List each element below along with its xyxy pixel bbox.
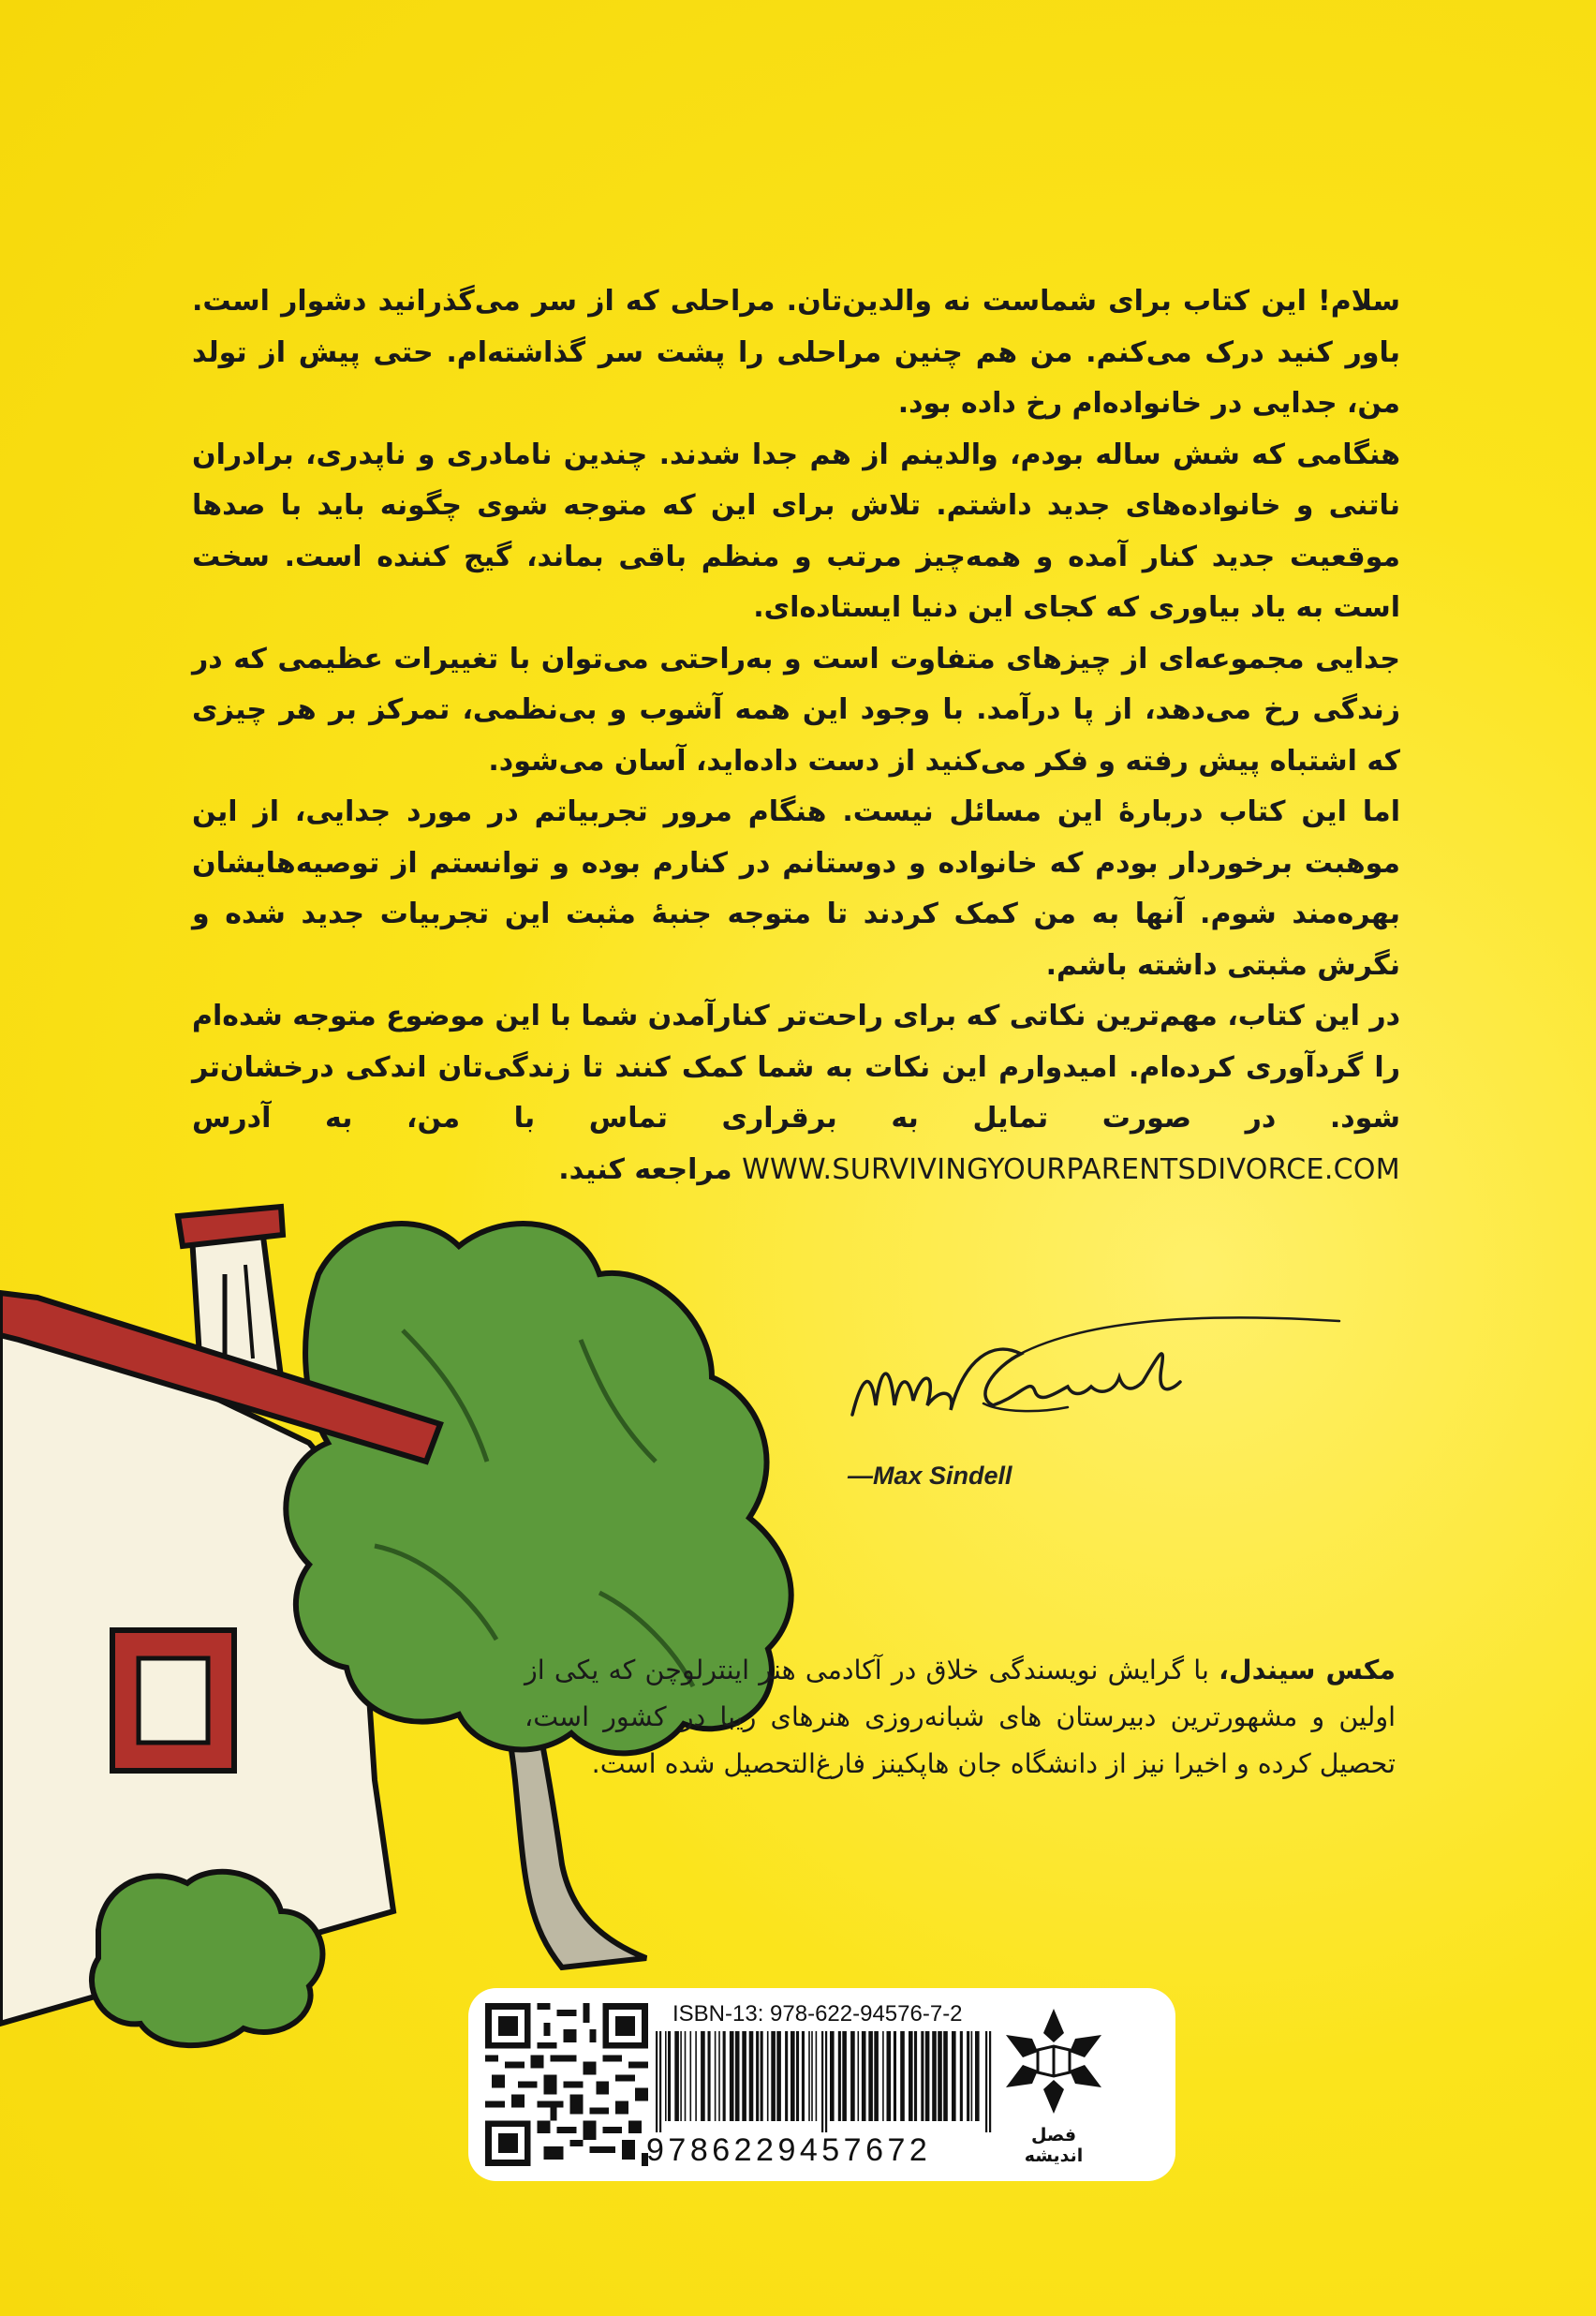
barcode-bar bbox=[802, 2031, 805, 2121]
barcode-guard-bar bbox=[656, 2031, 658, 2132]
author-name: مکس سیندل، bbox=[1219, 1655, 1396, 1685]
barcode-guard-bar bbox=[821, 2031, 823, 2132]
author-bio-text: با گرایش نویسندگی خلاق در آکادمی هنر اینترلوچن که یکی از اولین و مشهورترین دبیرستان های شبانه‌روزی هنرهای زیبا در کشور است، تحصیل کرده و اخیرا نیز از دانشگاه جان هاپکینز فارغ‌التحصیل شده است. bbox=[525, 1655, 1396, 1779]
intro-paragraph-start: در این کتاب، مهم‌ترین نکاتی که برای راحت‌تر کنارآمدن شما با این موضوع متوجه شده‌ام را گردآوری کرده‌ام. امیدوارم این نکات به شما کمک کنند تا زندگی‌تان اندکی درخشان‌تر شود. در صورت تمایل به برقراری تماس با من، به آدرس bbox=[192, 1000, 1400, 1135]
barcode-bar bbox=[816, 2031, 818, 2121]
intro-paragraph: هنگامی که شش ساله بودم، والدینم از هم جدا شدند. چندین نامادری و ناپدری، برادران ناتنی و خانواده‌های جدید داشتم. تلاش برای این که متوجه شوی چگونه باید با صدها موقعیت جدید کنار آمده و همه‌چیز مرتب و منظم باقی بماند، گیج کننده است. سخت است به یاد بیاوری که کجای این دنیا ایستاده‌ای. bbox=[192, 438, 1400, 624]
barcode-bar bbox=[900, 2031, 905, 2121]
barcode-bar bbox=[842, 2031, 847, 2121]
barcode-bar bbox=[685, 2031, 687, 2121]
barcode-bar bbox=[952, 2031, 956, 2121]
publisher-name: فصل اندیشه bbox=[1024, 2125, 1084, 2166]
barcode-bar bbox=[749, 2031, 754, 2121]
barcode-guard-bar bbox=[989, 2031, 991, 2132]
barcode-bar bbox=[858, 2031, 860, 2121]
window bbox=[112, 1630, 234, 1771]
barcode-bar bbox=[830, 2031, 835, 2121]
barcode-bar bbox=[943, 2031, 948, 2121]
barcode-bar bbox=[730, 2031, 734, 2121]
barcode-bar bbox=[862, 2031, 866, 2121]
intro-paragraph: جدایی مجموعه‌ای از چیزهای متفاوت است و به‌راحتی می‌توان با تغییرات عظیمی که در زندگی رخ می‌دهد، از پا درآمد. با وجود این همه آشوب و بی‌نظمی، تمرکز بر هر چیزی که اشتباه پیش رفته و فکر می‌کنید از دست داده‌اید، آسان می‌شود. bbox=[192, 642, 1400, 778]
barcode-bar bbox=[767, 2031, 769, 2121]
barcode-bar bbox=[701, 2031, 705, 2121]
barcode-bar bbox=[932, 2031, 937, 2121]
barcode-bar bbox=[938, 2031, 942, 2121]
barcode-bar bbox=[776, 2031, 781, 2121]
barcode-bar bbox=[838, 2031, 841, 2121]
intro-paragraph: سلام! این کتاب برای شماست نه والدین‌تان. مراحلی که از سر می‌گذرانید دشوار است. باور کنید درک می‌کنم. من هم چنین مراحلی را پشت سر گذاشته‌ام. حتی پیش از تولد من، جدایی در خانواده‌ام رخ داده بود. bbox=[192, 285, 1400, 420]
author-bio bbox=[525, 1647, 1396, 1788]
barcode-bar bbox=[723, 2031, 726, 2121]
barcode-bar bbox=[925, 2031, 930, 2121]
intro-paragraph bbox=[192, 991, 1400, 1195]
barcode-bar bbox=[761, 2031, 763, 2121]
barcode-guard-bar bbox=[825, 2031, 827, 2132]
barcode-bar bbox=[874, 2031, 879, 2121]
barcode-bar bbox=[909, 2031, 913, 2121]
barcode-bar bbox=[921, 2031, 924, 2121]
barcode-bar bbox=[674, 2031, 679, 2121]
barcode-bar bbox=[791, 2031, 795, 2121]
barcode-digits: 9786229457672 bbox=[646, 2132, 932, 2168]
barcode-bar bbox=[971, 2031, 973, 2121]
intro-paragraph: اما این کتاب دربارهٔ این مسائل نیست. هنگام مرور تجربیاتم در مورد جدایی، از این موهبت برخوردار بودم که خانواده و دوستانم در کنارم بوده و توانستم از توصیه‌هایشان بهره‌مند شوم. آنها به من کمک کردند تا متوجه جنبهٔ مثبت این تجربیات جدید شده و نگرش مثبتی داشته باشم. bbox=[192, 795, 1400, 982]
barcode-bar bbox=[914, 2031, 917, 2121]
barcode-bar bbox=[882, 2031, 884, 2121]
barcode-bar bbox=[695, 2031, 697, 2121]
publisher-logo bbox=[1000, 2005, 1107, 2117]
isbn-label: ISBN-13: 978-622-94576-7-2 bbox=[672, 2001, 963, 2026]
barcode-bar bbox=[887, 2031, 892, 2121]
intro-text bbox=[192, 276, 1400, 1195]
barcode-bar bbox=[850, 2031, 855, 2121]
barcode-bar bbox=[735, 2031, 740, 2121]
qr-code bbox=[485, 2003, 648, 2166]
barcode-bar bbox=[811, 2031, 813, 2121]
signature-name: —Max Sindell bbox=[848, 1462, 1012, 1490]
barcode-bar bbox=[771, 2031, 776, 2121]
barcode-guard-bar bbox=[659, 2031, 661, 2132]
barcode-bar bbox=[756, 2031, 759, 2121]
barcode-bar bbox=[715, 2031, 717, 2121]
barcode-bar bbox=[894, 2031, 896, 2121]
barcode-bar bbox=[690, 2031, 692, 2121]
barcode-bar bbox=[796, 2031, 799, 2121]
barcode-guard-bar bbox=[985, 2031, 987, 2132]
barcode-bar bbox=[960, 2031, 963, 2121]
barcode-bar bbox=[785, 2031, 788, 2121]
barcode-bar bbox=[808, 2031, 810, 2121]
barcode bbox=[656, 2031, 993, 2132]
website-url[interactable]: WWW.SURVIVINGYOURPARENTSDIVORCE.COM bbox=[742, 1152, 1400, 1186]
barcode-bar bbox=[975, 2031, 980, 2121]
intro-paragraph-end: مراجعه کنید. bbox=[558, 1152, 732, 1186]
barcode-bar bbox=[868, 2031, 873, 2121]
barcode-bar bbox=[742, 2031, 746, 2121]
barcode-bar bbox=[708, 2031, 711, 2121]
barcode-bar bbox=[718, 2031, 720, 2121]
barcode-bar bbox=[967, 2031, 969, 2121]
barcode-bar bbox=[665, 2031, 667, 2121]
barcode-bar bbox=[668, 2031, 671, 2121]
barcode-bar bbox=[680, 2031, 682, 2121]
